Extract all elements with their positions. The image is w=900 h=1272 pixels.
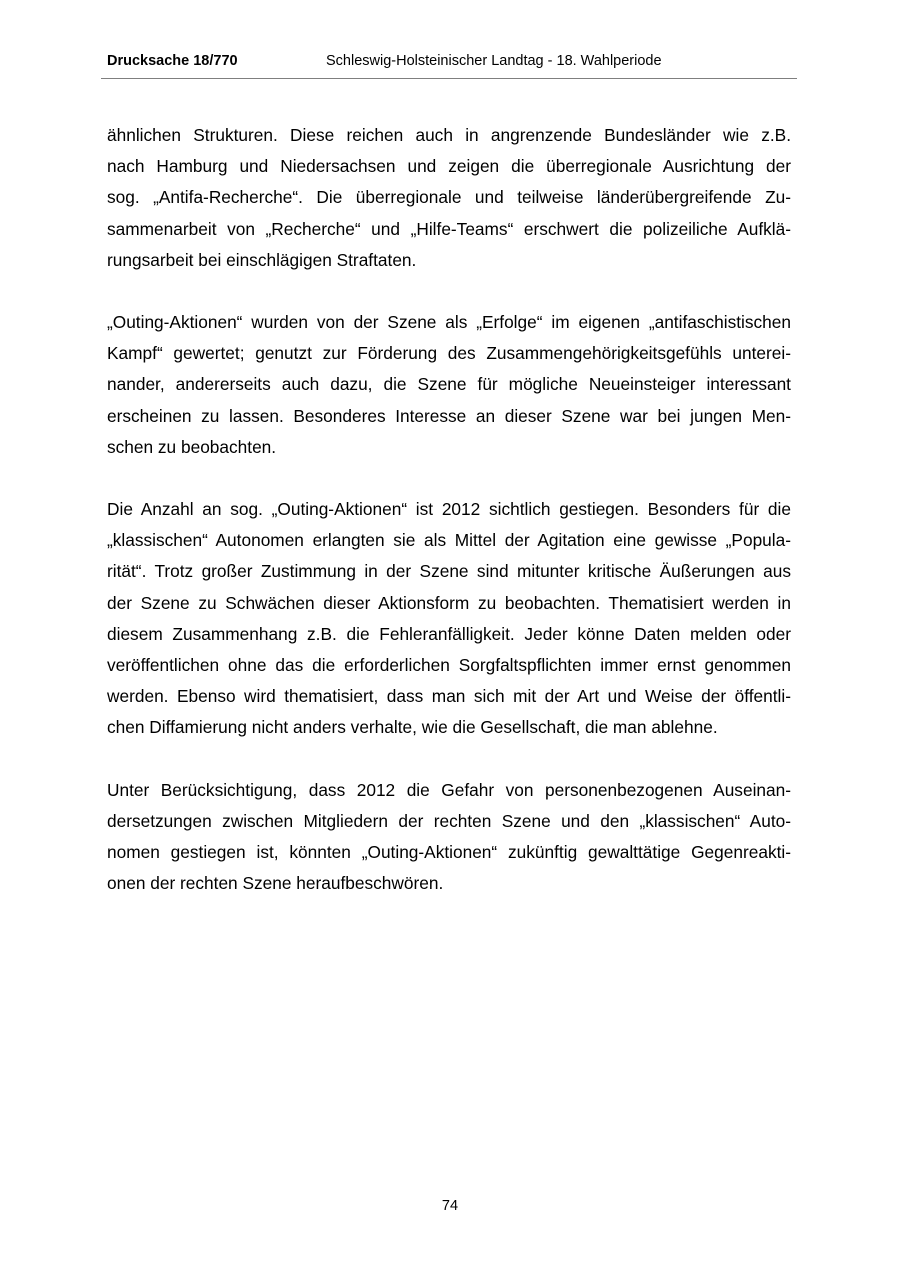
text-line: rität“. Trotz großer Zustimmung in der Szene sind mitunter kritische Äußerungen aus xyxy=(107,561,791,582)
text-line: nomen gestiegen ist, könnten „Outing-Aktionen“ zukünftig gewalttätige Gegenreakti- xyxy=(107,842,791,863)
paragraph-3 xyxy=(107,494,791,744)
text-line: sammenarbeit von „Recherche“ und „Hilfe-Teams“ erschwert die polizeiliche Aufklä- xyxy=(107,218,791,239)
text-line: dersetzungen zwischen Mitgliedern der rechten Szene und den „klassischen“ Auto- xyxy=(107,810,791,831)
parliament-title: Schleswig-Holsteinischer Landtag - 18. Wahlperiode xyxy=(326,53,662,69)
text-line: Die Anzahl an sog. „Outing-Aktionen“ ist 2012 sichtlich gestiegen. Besonders für die xyxy=(107,499,791,520)
text-line: Unter Berücksichtigung, dass 2012 die Gefahr von personenbezogenen Auseinan- xyxy=(107,779,791,800)
text-line: sog. „Antifa-Recherche“. Die überregionale und teilweise länderübergreifende Zu- xyxy=(107,187,791,208)
text-line: „klassischen“ Autonomen erlangten sie als Mittel der Agitation eine gewisse „Popula- xyxy=(107,530,791,551)
text-line: ähnlichen Strukturen. Diese reichen auch in angrenzende Bundesländer wie z.B. xyxy=(107,125,791,145)
text-line: nach Hamburg und Niedersachsen und zeigen die überregionale Ausrichtung der xyxy=(107,156,791,177)
text-line: diesem Zusammenhang z.B. die Fehleranfälligkeit. Jeder könne Daten melden oder xyxy=(107,623,791,644)
text-line: veröffentlichen ohne das die erforderlichen Sorgfaltspflichten immer ernst genommen xyxy=(107,655,791,676)
paragraph-2 xyxy=(107,307,791,463)
text-line: schen zu beobachten. xyxy=(107,436,277,457)
text-line: chen Diffamierung nicht anders verhalte, wie die Gesellschaft, die man ablehne. xyxy=(107,717,718,738)
page-number: 74 xyxy=(441,1198,459,1214)
text-line: „Outing-Aktionen“ wurden von der Szene als „Erfolge“ im eigenen „antifaschistischen xyxy=(107,312,791,333)
paragraph-4 xyxy=(107,775,791,900)
paragraph-1 xyxy=(107,120,791,276)
text-line: nander, andererseits auch dazu, die Szene für mögliche Neueinsteiger interessant xyxy=(107,374,791,395)
page-header xyxy=(101,52,797,79)
text-line: werden. Ebenso wird thematisiert, dass man sich mit der Art und Weise der öffentli- xyxy=(107,686,791,707)
text-line: Kampf“ gewertet; genutzt zur Förderung des Zusammengehörigkeitsgefühls unterei- xyxy=(107,343,791,364)
text-line: onen der rechten Szene heraufbeschwören. xyxy=(107,873,444,894)
text-line: erscheinen zu lassen. Besonderes Interesse an dieser Szene war bei jungen Men- xyxy=(107,405,791,426)
text-line: der Szene zu Schwächen dieser Aktionsform zu beobachten. Thematisiert werden in xyxy=(107,592,791,613)
body-text xyxy=(107,120,791,930)
document-id: Drucksache 18/770 xyxy=(107,53,238,69)
text-line: rungsarbeit bei einschlägigen Straftaten. xyxy=(107,249,417,270)
